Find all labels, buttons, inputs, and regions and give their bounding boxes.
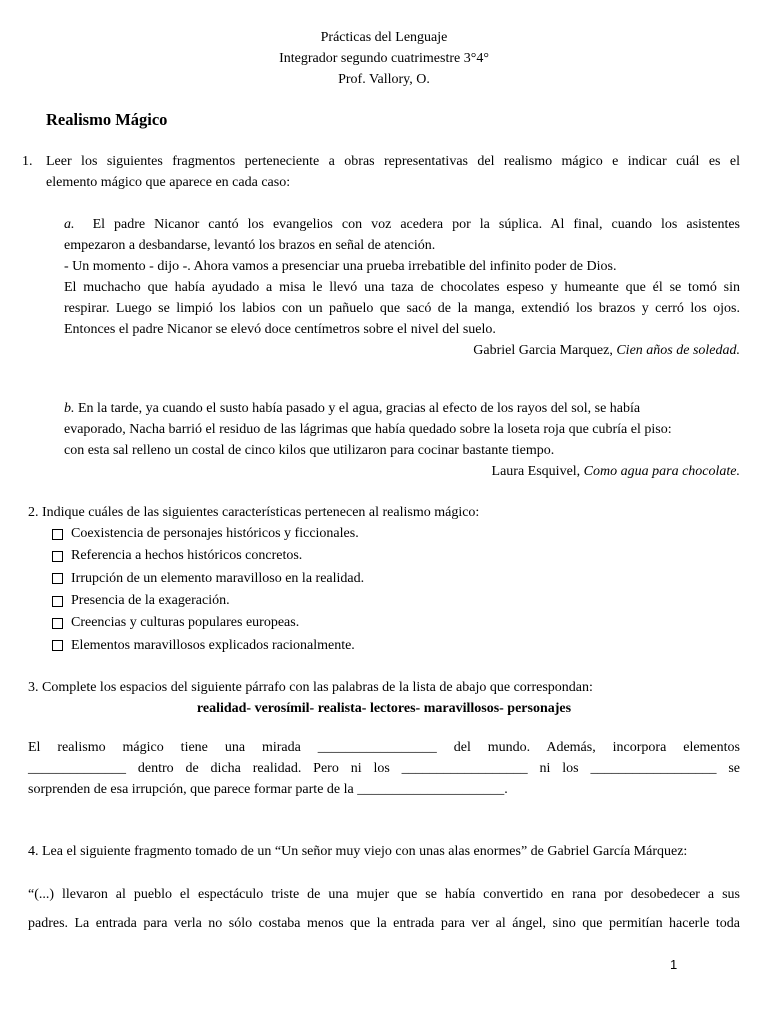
page-title: Realismo Mágico bbox=[46, 110, 168, 129]
question-3 bbox=[28, 677, 740, 719]
question-4 bbox=[28, 841, 740, 862]
fragment-b bbox=[64, 398, 740, 482]
fragment-b-author: Laura Esquivel, bbox=[491, 464, 581, 479]
characteristics-checklist bbox=[28, 523, 740, 657]
page-number: 1 bbox=[670, 957, 678, 972]
fragment-a-citation bbox=[64, 340, 740, 361]
checklist-item[interactable] bbox=[52, 568, 740, 590]
fragment-b-citation bbox=[64, 461, 740, 482]
fragment-a-line-5: respirar. Luego se limpió los labios con un pañuelo que sacó de la manga, extendió los brazos y cerró los ojos. bbox=[64, 301, 740, 316]
fragment-b-line-1 bbox=[64, 398, 740, 419]
course-term: Integrador segundo cuatrimestre 3°4° bbox=[279, 51, 489, 66]
fragment-a-line-1 bbox=[64, 214, 740, 235]
checklist-item[interactable] bbox=[52, 612, 740, 634]
fragment-a-work: Cien años de soledad. bbox=[616, 343, 740, 358]
quote-line-2: padres. La entrada para verla no sólo costaba menos que la entrada para ver al ángel, sino que permitían hacerle toda bbox=[28, 916, 740, 931]
word-list: realidad- verosímil- realista- lectores- maravillosos- personajes bbox=[196, 701, 572, 716]
teacher-name: Prof. Vallory, O. bbox=[338, 72, 430, 87]
fragment-b-letter: b. bbox=[64, 401, 75, 416]
checklist-item-label: Coexistencia de personajes históricos y ficcionales. bbox=[71, 526, 359, 542]
question-1-number: 1. bbox=[22, 154, 33, 169]
document-header bbox=[0, 27, 768, 90]
fragment-b-line-3: con esta sal relleno un costal de cinco kilos que utilizaron para cocinar bastante tiempo. bbox=[64, 443, 555, 458]
checkbox[interactable] bbox=[52, 551, 63, 562]
fragment-a bbox=[64, 214, 740, 361]
question-1-text-line-2: elemento mágico que aparece en cada caso: bbox=[46, 175, 291, 190]
checkbox[interactable] bbox=[52, 573, 63, 584]
fragment-a-line-4: El muchacho que había ayudado a misa le llevó una taza de chocolates espeso y humeante que él se tomó sin bbox=[64, 280, 740, 295]
checklist-item[interactable] bbox=[52, 545, 740, 567]
question-1 bbox=[22, 151, 740, 193]
checklist-item-label: Irrupción de un elemento maravilloso en la realidad. bbox=[71, 570, 365, 586]
checkbox[interactable] bbox=[52, 618, 63, 629]
fragment-a-line-2: empezaron a desbandarse, levantó los brazos en señal de atención. bbox=[64, 238, 436, 253]
fill-in-line-3: sorprenden de esa irrupción, que parece formar parte de la _____________________. bbox=[28, 782, 508, 797]
checklist-item-label: Elementos maravillosos explicados racionalmente. bbox=[71, 637, 355, 653]
question-1-text-line-1: Leer los siguientes fragmentos perteneciente a obras representativas del realismo mágico e indicar cuál es el bbox=[46, 154, 740, 169]
fragment-b-line-1-text: En la tarde, ya cuando el susto había pasado y el agua, gracias al efecto de los rayos del sol, se había bbox=[78, 401, 641, 416]
fragment-a-author: Gabriel Garcia Marquez, bbox=[473, 343, 613, 358]
fill-in-line-1: El realismo mágico tiene una mirada _________________ del mundo. Además, incorpora elementos bbox=[28, 740, 740, 755]
fragment-a-line-1-text: El padre Nicanor cantó los evangelios con voz acedera por la súplica. Al final, cuando los asistentes bbox=[92, 217, 741, 232]
checklist-item-label: Creencias y culturas populares europeas. bbox=[71, 615, 300, 631]
checkbox[interactable] bbox=[52, 596, 63, 607]
fragment-b-work: Como agua para chocolate. bbox=[583, 464, 740, 479]
fragment-a-line-3: - Un momento - dijo -. Ahora vamos a presenciar una prueba irrebatible del infinito poder de Dios. bbox=[64, 259, 617, 274]
course-name: Prácticas del Lenguaje bbox=[320, 30, 448, 45]
checklist-item[interactable] bbox=[52, 523, 740, 545]
fragment-a-letter: a. bbox=[64, 217, 75, 232]
fill-in-line-2: ______________ dentro de dicha realidad. Pero ni los __________________ ni los __________________ se bbox=[28, 761, 740, 776]
checkbox[interactable] bbox=[52, 640, 63, 651]
checklist-item[interactable] bbox=[52, 634, 740, 656]
quote-line-1: “(...) llevaron al pueblo el espectáculo triste de una mujer que se había convertido en rana por desobedecer a sus bbox=[28, 887, 740, 902]
quote-fragment bbox=[28, 880, 740, 938]
checkbox[interactable] bbox=[52, 529, 63, 540]
fill-in-paragraph bbox=[28, 737, 740, 800]
checklist-item-label: Referencia a hechos históricos concretos. bbox=[71, 548, 303, 564]
question-4-prompt: 4. Lea el siguiente fragmento tomado de un “Un señor muy viejo con unas alas enormes” de Gabriel García Márquez: bbox=[28, 844, 688, 859]
question-2-prompt: 2. Indique cuáles de las siguientes características pertenecen al realismo mágico: bbox=[28, 505, 480, 520]
fragment-a-line-6: Entonces el padre Nicanor se elevó doce centímetros sobre el nivel del suelo. bbox=[64, 322, 496, 337]
question-3-prompt: 3. Complete los espacios del siguiente párrafo con las palabras de la lista de abajo que correspondan: bbox=[28, 680, 593, 695]
fragment-b-line-2: evaporado, Nacha barrió el residuo de las lágrimas que había quedado sobre la loseta roja que cubría el piso: bbox=[64, 422, 672, 437]
checklist-item-label: Presencia de la exageración. bbox=[71, 593, 230, 609]
question-2 bbox=[28, 502, 740, 657]
checklist-item[interactable] bbox=[52, 590, 740, 612]
